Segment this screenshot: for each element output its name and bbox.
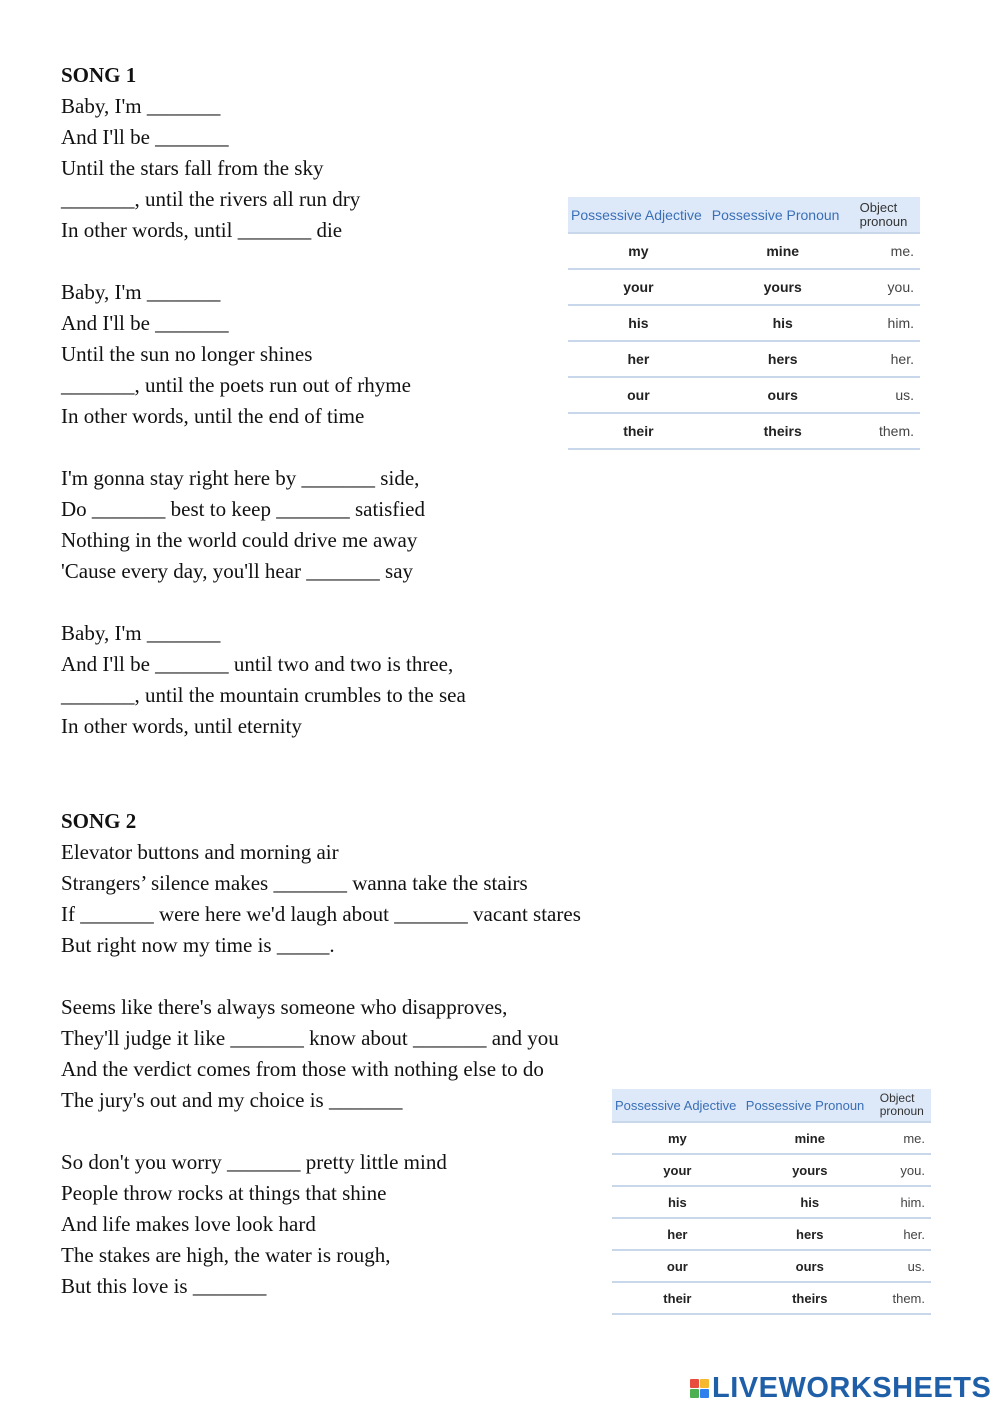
lyric-line: And I'll be _______ <box>61 125 229 149</box>
pronoun-row <box>568 233 920 269</box>
song-2 <box>61 806 581 1302</box>
logo-square-green <box>690 1389 699 1398</box>
object-pronoun-cell: her. <box>857 341 920 377</box>
lyric-line: And life makes love look hard <box>61 1212 316 1236</box>
stanza <box>61 91 466 246</box>
pronoun-row <box>612 1282 931 1314</box>
song-2-title: SONG 2 <box>61 809 137 833</box>
pronoun-row <box>612 1154 931 1186</box>
lyric-line: In other words, until _______ die <box>61 218 343 242</box>
object-pronoun-cell: us. <box>877 1250 931 1282</box>
pronoun-row <box>568 413 920 449</box>
possessive-adjective-cell: my <box>568 233 709 269</box>
stanza <box>61 1147 581 1302</box>
song-1-title: SONG 1 <box>61 63 137 87</box>
object-pronoun-cell: me. <box>877 1122 931 1154</box>
stanza <box>61 277 466 432</box>
pronoun-table-1 <box>568 197 920 450</box>
lyric-line: The jury's out and my choice is _______ <box>61 1088 403 1112</box>
header-possessive-pronoun: Possessive Pronoun <box>743 1089 877 1122</box>
pronoun-row <box>612 1218 931 1250</box>
header-possessive-adjective: Possessive Adjective <box>612 1089 743 1122</box>
possessive-adjective-cell: their <box>612 1282 743 1314</box>
pronoun-row <box>568 341 920 377</box>
possessive-adjective-cell: my <box>612 1122 743 1154</box>
possessive-adjective-cell: their <box>568 413 709 449</box>
possessive-adjective-cell: our <box>612 1250 743 1282</box>
possessive-adjective-cell: our <box>568 377 709 413</box>
lyric-line: _______, until the rivers all run dry <box>61 187 361 211</box>
object-pronoun-cell: her. <box>877 1218 931 1250</box>
lyric-line: And the verdict comes from those with nothing else to do <box>61 1057 544 1081</box>
possessive-pronoun-cell: hers <box>709 341 857 377</box>
lyric-line: But this love is _______ <box>61 1274 267 1298</box>
pronoun-row <box>568 305 920 341</box>
stanza <box>61 463 466 587</box>
header-object-pronoun: Object pronoun <box>857 197 920 233</box>
possessive-pronoun-cell: yours <box>709 269 857 305</box>
lyric-line: Until the stars fall from the sky <box>61 156 324 180</box>
logo-square-blue <box>700 1389 709 1398</box>
lyric-line: Baby, I'm _______ <box>61 280 221 304</box>
possessive-adjective-cell: your <box>612 1154 743 1186</box>
lyric-line: They'll judge it like _______ know about _______ and you <box>61 1026 559 1050</box>
liveworksheets-logo <box>690 1370 991 1406</box>
lyric-line: But right now my time is _____. <box>61 933 335 957</box>
lyric-line: If _______ were here we'd laugh about _______ vacant stares <box>61 902 581 926</box>
header-possessive-adjective: Possessive Adjective <box>568 197 709 233</box>
object-pronoun-cell: him. <box>857 305 920 341</box>
pronoun-row <box>612 1186 931 1218</box>
liveworksheets-logo-icon <box>690 1379 709 1398</box>
possessive-pronoun-cell: ours <box>743 1250 877 1282</box>
lyric-line: In other words, until the end of time <box>61 404 365 428</box>
object-pronoun-cell: you. <box>877 1154 931 1186</box>
pronoun-row <box>612 1250 931 1282</box>
object-pronoun-cell: him. <box>877 1186 931 1218</box>
pronoun-row <box>612 1122 931 1154</box>
stanza <box>61 837 581 961</box>
possessive-pronoun-cell: his <box>709 305 857 341</box>
logo-square-yellow <box>700 1379 709 1388</box>
lyric-line: People throw rocks at things that shine <box>61 1181 387 1205</box>
lyric-line: Strangers’ silence makes _______ wanna take the stairs <box>61 871 528 895</box>
lyric-line: Seems like there's always someone who disapproves, <box>61 995 508 1019</box>
possessive-pronoun-cell: theirs <box>743 1282 877 1314</box>
possessive-adjective-cell: his <box>568 305 709 341</box>
lyric-line: In other words, until eternity <box>61 714 302 738</box>
possessive-pronoun-cell: yours <box>743 1154 877 1186</box>
lyric-line: And I'll be _______ until two and two is three, <box>61 652 454 676</box>
possessive-adjective-cell: her <box>568 341 709 377</box>
lyric-line: Do _______ best to keep _______ satisfied <box>61 497 425 521</box>
lyric-line: Baby, I'm _______ <box>61 94 221 118</box>
possessive-adjective-cell: his <box>612 1186 743 1218</box>
header-possessive-pronoun: Possessive Pronoun <box>709 197 857 233</box>
header-object-pronoun: Object pronoun <box>877 1089 931 1122</box>
possessive-pronoun-cell: mine <box>743 1122 877 1154</box>
stanza <box>61 618 466 742</box>
possessive-adjective-cell: your <box>568 269 709 305</box>
logo-square-red <box>690 1379 699 1388</box>
lyric-line: _______, until the mountain crumbles to the sea <box>61 683 466 707</box>
pronoun-row <box>568 377 920 413</box>
logo-text: LIVEWORKSHEETS <box>712 1371 992 1404</box>
lyric-line: Baby, I'm _______ <box>61 621 221 645</box>
object-pronoun-cell: me. <box>857 233 920 269</box>
possessive-pronoun-cell: his <box>743 1186 877 1218</box>
lyric-line: And I'll be _______ <box>61 311 229 335</box>
possessive-pronoun-cell: mine <box>709 233 857 269</box>
song-1 <box>61 60 466 742</box>
pronoun-table-2 <box>612 1089 931 1315</box>
song-2-lyrics <box>61 837 581 1302</box>
lyric-line: Nothing in the world could drive me away <box>61 528 418 552</box>
possessive-adjective-cell: her <box>612 1218 743 1250</box>
object-pronoun-cell: them. <box>877 1282 931 1314</box>
lyric-line: 'Cause every day, you'll hear _______ say <box>61 559 414 583</box>
object-pronoun-cell: you. <box>857 269 920 305</box>
stanza <box>61 992 581 1116</box>
lyric-line: So don't you worry _______ pretty little mind <box>61 1150 447 1174</box>
lyric-line: Elevator buttons and morning air <box>61 840 339 864</box>
possessive-pronoun-cell: ours <box>709 377 857 413</box>
lyric-line: I'm gonna stay right here by _______ side, <box>61 466 420 490</box>
song-1-lyrics <box>61 91 466 742</box>
lyric-line: Until the sun no longer shines <box>61 342 313 366</box>
object-pronoun-cell: them. <box>857 413 920 449</box>
possessive-pronoun-cell: hers <box>743 1218 877 1250</box>
possessive-pronoun-cell: theirs <box>709 413 857 449</box>
lyric-line: _______, until the poets run out of rhyme <box>61 373 411 397</box>
object-pronoun-cell: us. <box>857 377 920 413</box>
lyric-line: The stakes are high, the water is rough, <box>61 1243 391 1267</box>
pronoun-row <box>568 269 920 305</box>
